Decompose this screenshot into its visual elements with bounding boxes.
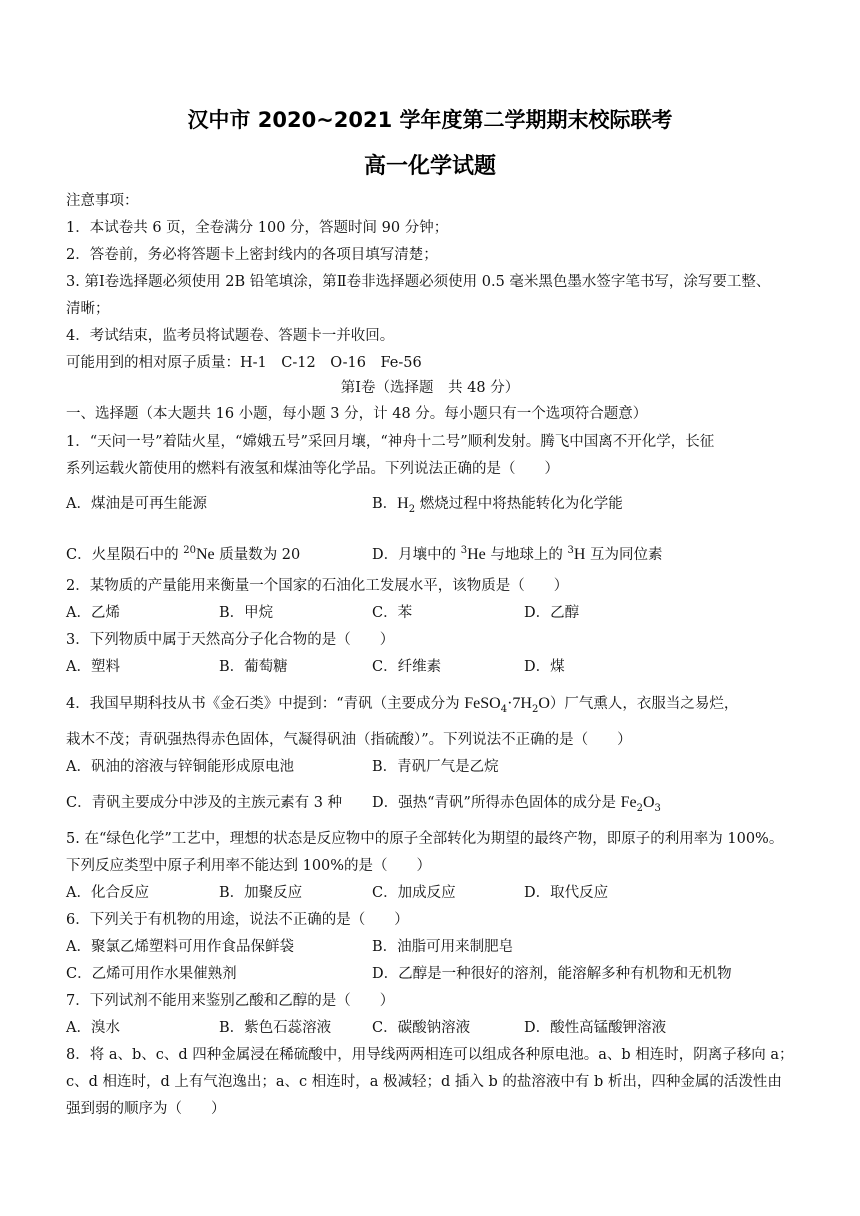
note-item: 4．考试结束，监考员将试题卷、答题卡一并收回。 — [66, 328, 395, 344]
atomic-mass-line: 可能用到的相对原子质量：H-1 C-12 O-16 Fe-56 — [66, 355, 422, 371]
q3-option-c: C．纤维素 — [372, 659, 442, 675]
q2-option-b: B．甲烷 — [219, 605, 274, 621]
question-2-stem: 2．某物质的产量能用来衡量一个国家的石油化工发展水平，该物质是（ ） — [66, 578, 569, 594]
question-5-stem: 5. 在“绿色化学”工艺中，理想的状态是反应物中的原子全部转化为期望的最终产物，即原子的利用率为 100%。 — [66, 831, 784, 847]
q4-option-b: B．青矾厂气是乙烷 — [372, 759, 499, 775]
q5-option-c: C．加成反应 — [372, 885, 456, 901]
q3-option-a: A．塑料 — [66, 659, 120, 675]
note-item: 清晰； — [66, 301, 110, 317]
q6-option-c: C．乙烯可用作水果催熟剂 — [66, 966, 237, 982]
q4-option-c: C．青矾主要成分中涉及的主族元素有 3 种 — [66, 795, 343, 811]
question-7-stem: 7．下列试剂不能用来鉴别乙酸和乙醇的是（ ） — [66, 993, 395, 1009]
q3-option-b: B．葡萄糖 — [219, 659, 288, 675]
q2-option-a: A．乙烯 — [66, 605, 120, 621]
question-1-stem-2: 系列运载火箭使用的燃料有液氢和煤油等化学品。下列说法正确的是（ ） — [66, 461, 559, 477]
q6-option-b: B．油脂可用来制肥皂 — [372, 939, 514, 955]
q1-option-d: D．月壤中的 $^3$He 与地球上的 $^3$H 互为同位素 — [372, 545, 663, 563]
q7-option-d: D．酸性高锰酸钾溶液 — [524, 1020, 667, 1036]
section-instruction: 一、选择题（本大题共 16 小题，每小题 3 分，计 48 分。每小题只有一个选项符合题意） — [66, 406, 648, 422]
q5-option-b: B．加聚反应 — [219, 885, 303, 901]
question-4-stem: 4．我国早期科技从书《金石类》中提到：“青矾（主要成分为 $FeSO_4\cdot 7H_2O$）厂气熏人，衣服当之易烂， — [66, 695, 739, 715]
section-heading: 第Ⅰ卷（选择题 共 48 分） — [340, 380, 520, 396]
question-8-stem-2: c、d 相连时，d 上有气泡逸出；a、c 相连时，a 极减轻；d 插入 b 的盐溶液中有 b 析出，四种金属的活泼性由 — [66, 1074, 782, 1090]
note-item: 1．本试卷共 6 页，全卷满分 100 分，答题时间 90 分钟； — [66, 220, 449, 236]
q1-option-c: C．火星陨石中的 $^{20}$Ne 质量数为 20 — [66, 545, 301, 563]
q1-option-b: B．$H_2$ 燃烧过程中将热能转化为化学能 — [372, 495, 623, 515]
q2-option-d: D．乙醇 — [524, 605, 580, 621]
question-4-stem-2: 栽木不茂；青矾强热得赤色固体，气凝得矾油（指硫酸）”。下列说法不正确的是（ ） — [66, 732, 632, 748]
exam-subtitle: 高一化学试题 — [363, 154, 496, 179]
question-8-stem: 8．将 a、b、c、d 四种金属浸在稀硫酸中，用导线两两相连可以组成各种原电池。a、b 相连时，阴离子移向 a； — [66, 1047, 794, 1063]
q5-option-a: A．化合反应 — [66, 885, 149, 901]
question-5-stem-2: 下列反应类型中原子利用率不能达到 100%的是（ ） — [66, 858, 432, 874]
note-item: 3. 第Ⅰ卷选择题必须使用 2B 铅笔填涂，第Ⅱ卷非选择题必须使用 0.5 毫米黑色墨水签字笔书写，涂写要工整、 — [66, 274, 771, 290]
q7-option-a: A．溴水 — [66, 1020, 120, 1036]
exam-title: 汉中市 2020~2021 学年度第二学期期末校际联考 — [187, 108, 673, 132]
note-item: 2．答卷前，务必将答题卡上密封线内的各项目填写清楚； — [66, 247, 438, 263]
q4-option-a: A．矾油的溶液与锌铜能形成原电池 — [66, 759, 294, 775]
q7-option-b: B．紫色石蕊溶液 — [219, 1020, 332, 1036]
q3-option-d: D．煤 — [524, 659, 565, 675]
q2-option-c: C．苯 — [372, 605, 413, 621]
question-3-stem: 3．下列物质中属于天然高分子化合物的是（ ） — [66, 632, 395, 648]
q6-option-a: A．聚氯乙烯塑料可用作食品保鲜袋 — [66, 939, 294, 955]
q7-option-c: C．碳酸钠溶液 — [372, 1020, 471, 1036]
q1-option-a: A．煤油是可再生能源 — [66, 496, 207, 512]
q6-option-d: D．乙醇是一种很好的溶剂，能溶解多种有机物和无机物 — [372, 966, 732, 982]
question-8-stem-3: 强到弱的顺序为（ ） — [66, 1101, 226, 1117]
q4-option-d: D．强热“青矾”所得赤色固体的成分是 $Fe_2O_3$ — [372, 794, 661, 814]
notes-heading: 注意事项： — [66, 193, 139, 209]
question-1-stem: 1．“天问一号”着陆火星，“嫦娥五号”采回月壤，“神舟十二号”顺利发射。腾飞中国离不开化学，长征 — [66, 434, 715, 450]
question-6-stem: 6．下列关于有机物的用途，说法不正确的是（ ） — [66, 912, 409, 928]
q5-option-d: D．取代反应 — [524, 885, 609, 901]
